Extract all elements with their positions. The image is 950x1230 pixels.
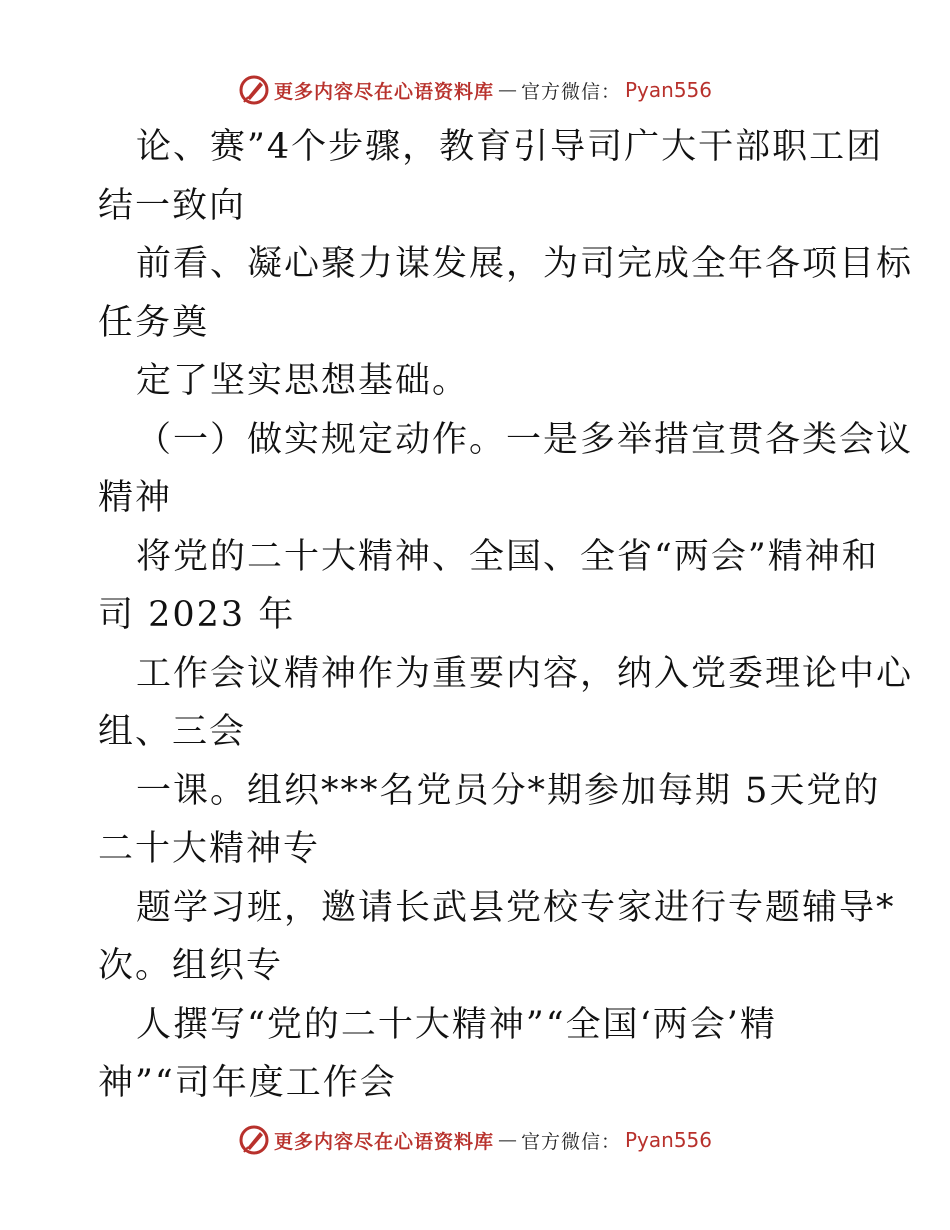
paragraph: [98, 645, 914, 762]
paragraph-line: 定了坚实思想基础。: [136, 361, 470, 401]
document-body: [98, 118, 914, 1113]
paragraph-line: 工作会议精神作为重要内容，纳入党委理论中心: [136, 653, 914, 694]
paragraph-line: 二十大精神专: [98, 829, 321, 869]
paragraph: [98, 996, 858, 1113]
watermark-main-text: 更多内容尽在心语资料库: [273, 1130, 494, 1153]
watermark-wechat-label: 官方微信：: [520, 1130, 621, 1153]
paragraph-line: 前看、凝心聚力谋发展，为司完成全年各项目标: [136, 244, 914, 284]
paragraph-line: 人撰写“党的二十大精神”“全国‘两会’精: [136, 1004, 777, 1045]
paragraph-line: 次。组织专: [98, 946, 284, 986]
paragraph-line: （一）做实规定动作。一是多举措宣贯各类会议: [136, 419, 914, 460]
paragraph-line: 结一致向: [98, 185, 247, 226]
quill-logo-icon: [238, 1124, 270, 1156]
quill-logo-icon: [238, 74, 270, 106]
watermark-separator: —: [497, 1129, 517, 1151]
paragraph-line: 组、三会: [98, 712, 247, 752]
watermark-separator: —: [497, 79, 517, 101]
paragraph: [98, 762, 881, 879]
paragraph-line: 题学习班，邀请长武县党校专家进行专题辅导*: [136, 887, 896, 928]
paragraph-line: 论、赛”4个步骤，教育引导司广大干部职工团: [136, 127, 884, 167]
paragraph: [98, 235, 914, 352]
header-watermark-banner: [0, 70, 950, 110]
paragraph-line: 任务奠: [98, 302, 210, 343]
watermark-wechat-label: 官方微信：: [520, 80, 621, 103]
watermark-wechat-id: Pyan556: [625, 1128, 713, 1152]
watermark-main-text: 更多内容尽在心语资料库: [273, 80, 494, 103]
paragraph: [98, 352, 858, 411]
paragraph-line: 司 2023 年: [98, 595, 296, 635]
paragraph-line: 精神: [98, 478, 173, 518]
paragraph-line: 将党的二十大精神、全国、全省“两会”精神和: [136, 536, 879, 577]
watermark-wechat-id: Pyan556: [625, 78, 713, 102]
paragraph: [98, 118, 884, 235]
paragraph: [98, 879, 896, 996]
paragraph: [98, 411, 914, 528]
footer-watermark-banner: [0, 1120, 950, 1160]
paragraph-line: 神”“司年度工作会: [98, 1063, 397, 1103]
paragraph: [98, 528, 879, 645]
paragraph-line: 一课。组织***名党员分*期参加每期 5天党的: [136, 770, 881, 811]
